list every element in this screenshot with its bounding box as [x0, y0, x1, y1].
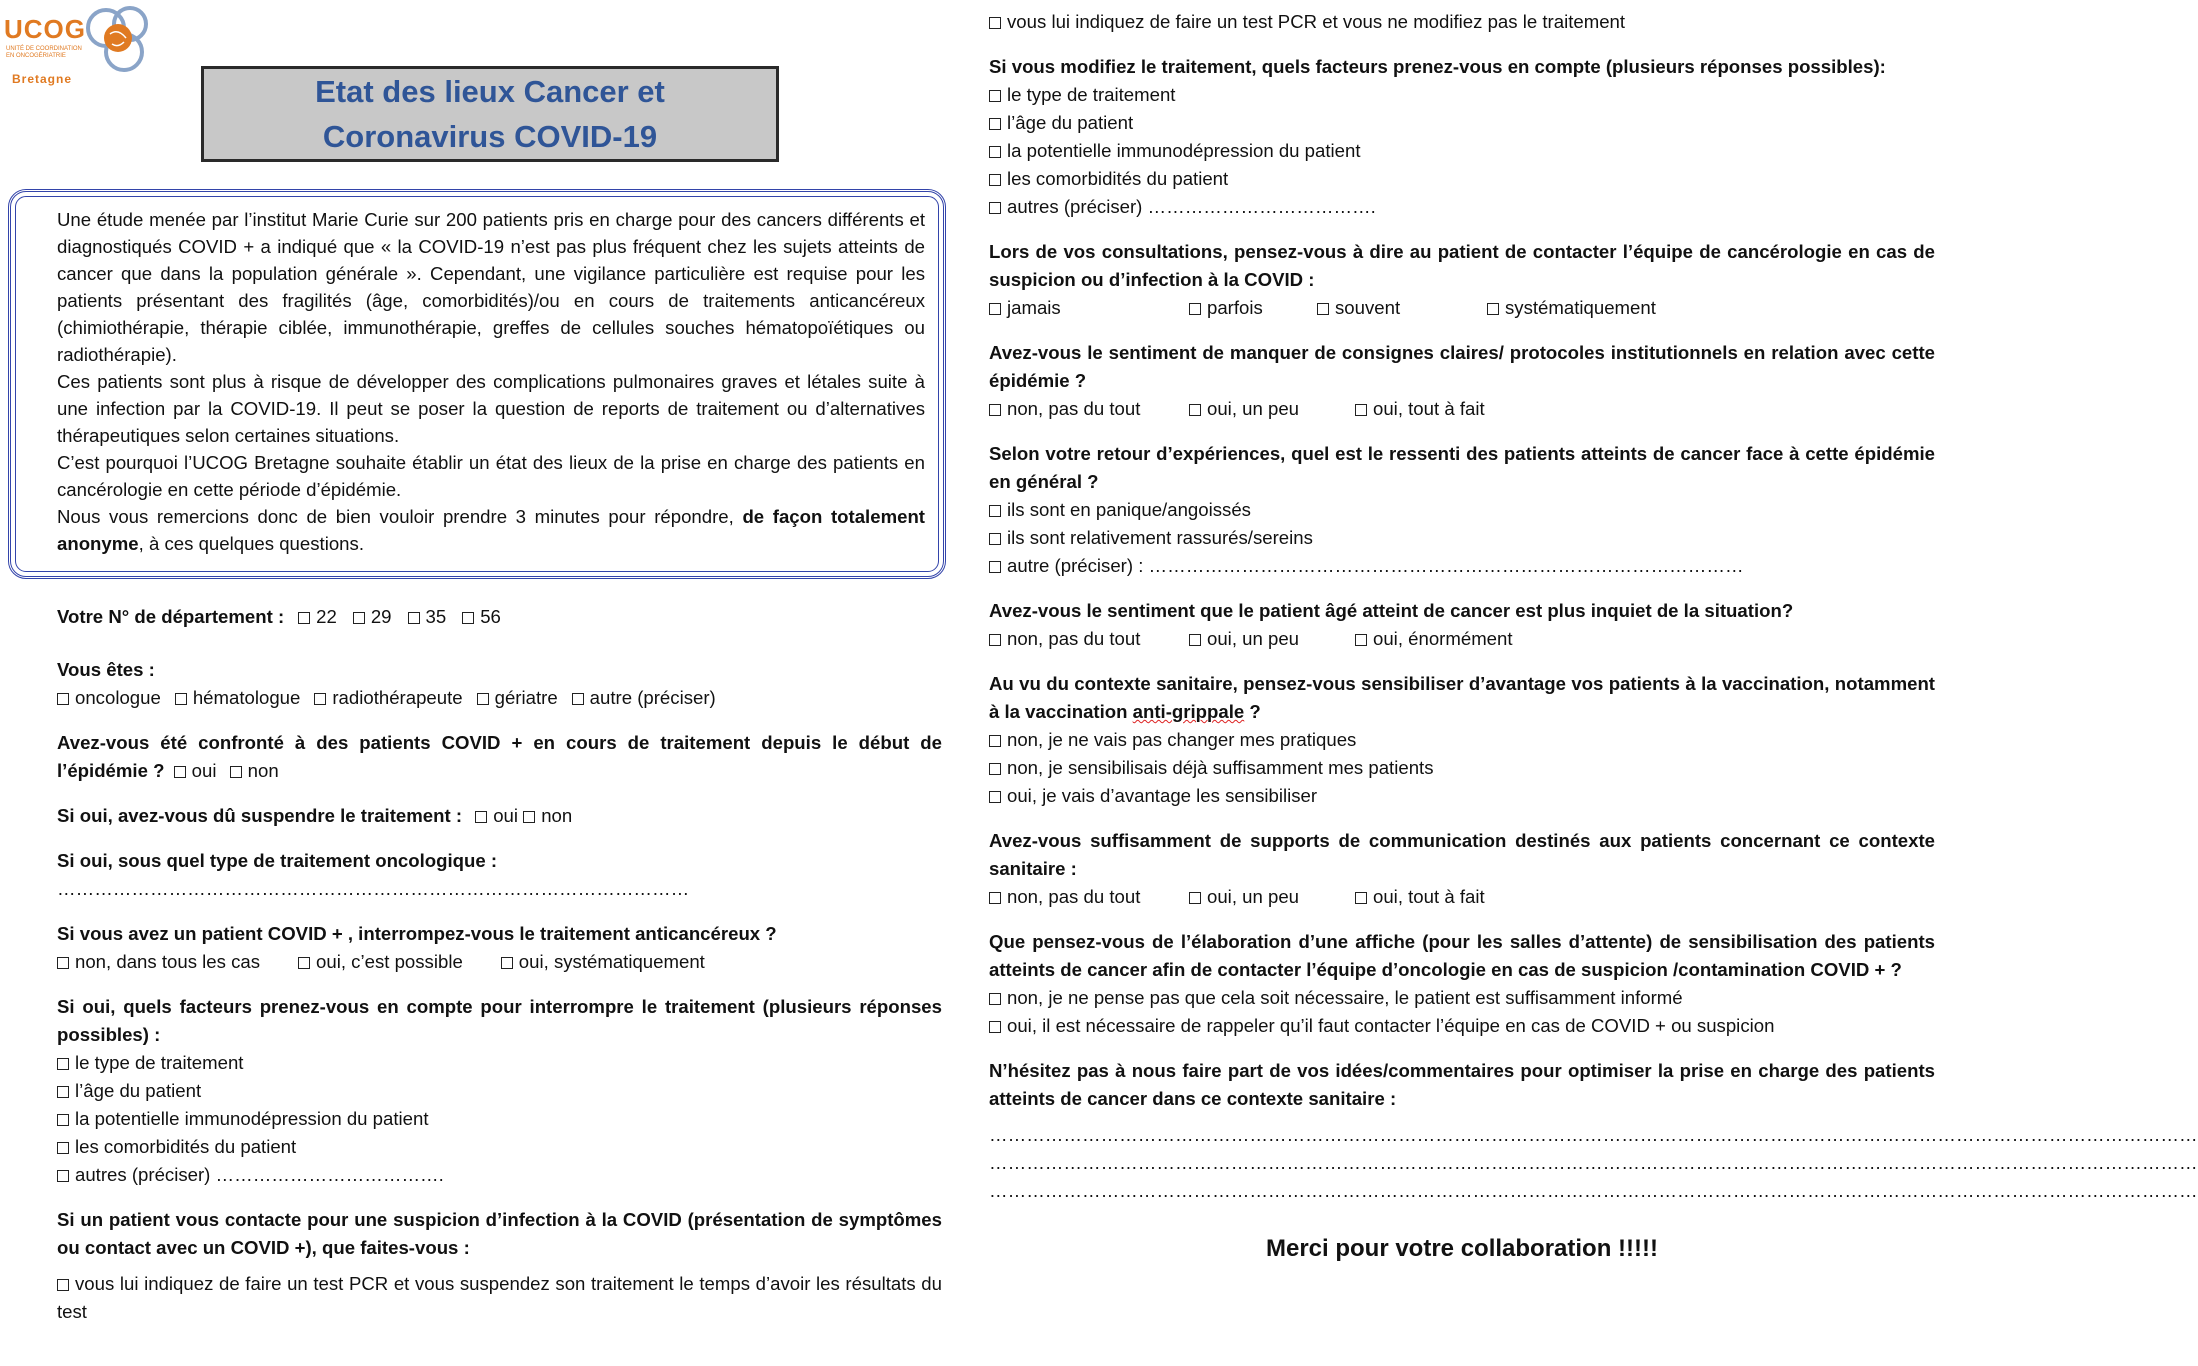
checkbox-icon[interactable]: [989, 118, 1001, 130]
consignes-options: [989, 395, 1935, 423]
logo-subtitle: UNITÉ DE COORDINATION EN ONCOGÉRIATRIE: [6, 46, 82, 59]
supports-option-3[interactable]: oui, tout à fait: [1355, 883, 1485, 911]
consignes-option-3[interactable]: oui, tout à fait: [1355, 395, 1485, 423]
checkbox-icon[interactable]: [1317, 303, 1329, 315]
consult-option-jamais[interactable]: jamais: [989, 294, 1189, 322]
checkbox-icon[interactable]: [57, 1114, 69, 1126]
facteurs-option-5[interactable]: autres (préciser) ……………………………….: [57, 1161, 942, 1189]
checkbox-icon[interactable]: [57, 957, 69, 969]
consult-option-parfois[interactable]: parfois: [1189, 294, 1317, 322]
ressenti-option-3[interactable]: autre (préciser) : ……………………………………………………………………………………: [989, 552, 1935, 580]
ressenti-question: Selon votre retour d’expériences, quel est le ressenti des patients atteints de cancer face à cette épidémie en général ?: [989, 443, 1935, 492]
modif-option-2[interactable]: l’âge du patient: [989, 109, 1935, 137]
title-box: [201, 66, 779, 162]
suspicion-option-2[interactable]: vous lui indiquez de faire un test PCR et vous ne modifiez pas le traitement: [989, 8, 1935, 36]
consignes-option-1[interactable]: non, pas du tout: [989, 395, 1189, 423]
checkbox-icon[interactable]: [501, 957, 513, 969]
suspendre-yes[interactable]: oui: [475, 805, 518, 826]
right-column: [989, 8, 2198, 1263]
option-oncologue[interactable]: oncologue: [57, 684, 161, 712]
supports-question: Avez-vous suffisamment de supports de communication destinés aux patients concernant ce contexte sanitaire :: [989, 830, 1935, 879]
checkbox-icon[interactable]: [1355, 404, 1367, 416]
interrompre-option-1[interactable]: non, dans tous les cas: [57, 948, 260, 976]
checkbox-icon[interactable]: [572, 693, 584, 705]
intro-paragraph-4: [57, 503, 925, 557]
checkbox-icon[interactable]: [57, 1086, 69, 1098]
logo-emblem-icon: [80, 2, 162, 88]
facteurs-option-4[interactable]: les comorbidités du patient: [57, 1133, 942, 1161]
confronte-yes[interactable]: oui: [174, 760, 217, 781]
consult-options: [989, 294, 1935, 322]
modif-option-1[interactable]: le type de traitement: [989, 81, 1935, 109]
facteurs-question: Si oui, quels facteurs prenez-vous en compte pour interrompre le traitement (plusieurs réponses possibles) :: [57, 996, 942, 1045]
checkbox-icon[interactable]: [1189, 892, 1201, 904]
age-option-1[interactable]: non, pas du tout: [989, 625, 1189, 653]
vaccin-option-3[interactable]: oui, je vais d’avantage les sensibiliser: [989, 782, 1935, 810]
consignes-option-2[interactable]: oui, un peu: [1189, 395, 1355, 423]
option-hematologue[interactable]: hématologue: [175, 684, 301, 712]
age-question: Avez-vous le sentiment que le patient âgé atteint de cancer est plus inquiet de la situation?: [989, 600, 1794, 621]
type-traitement-field[interactable]: …………………………………………………………………………………………: [57, 878, 690, 899]
age-option-3[interactable]: oui, énormément: [1355, 625, 1513, 653]
checkbox-icon[interactable]: [57, 693, 69, 705]
checkbox-icon[interactable]: [989, 735, 1001, 747]
facteurs-option-3[interactable]: la potentielle immunodépression du patient: [57, 1105, 942, 1133]
checkbox-icon[interactable]: [989, 892, 1001, 904]
consult-option-systematiquement[interactable]: systématiquement: [1487, 294, 1656, 322]
interrompre-options: [57, 948, 942, 976]
logo-region: Bretagne: [12, 72, 73, 86]
checkbox-icon[interactable]: [989, 1021, 1001, 1033]
checkbox-icon[interactable]: [475, 811, 487, 823]
consult-question: Lors de vos consultations, pensez-vous à dire au patient de contacter l’équipe de cancérologie en cas de suspicion ou d’infection à la COVID :: [989, 241, 1935, 290]
idees-line-2[interactable]: ……………………………………………………………………………………………………………………………………………………………………………: [989, 1152, 2198, 1173]
age-option-2[interactable]: oui, un peu: [1189, 625, 1355, 653]
ressenti-option-2[interactable]: ils sont relativement rassurés/sereins: [989, 524, 1935, 552]
department-question: [57, 603, 942, 631]
checkbox-icon[interactable]: [1189, 303, 1201, 315]
title-line-2: Coronavirus COVID-19: [322, 119, 658, 154]
checkbox-icon[interactable]: [989, 17, 1001, 29]
checkbox-icon[interactable]: [989, 791, 1001, 803]
checkbox-icon[interactable]: [1355, 634, 1367, 646]
dept-option-35[interactable]: 35: [408, 603, 447, 631]
ressenti-option-1[interactable]: ils sont en panique/angoissés: [989, 496, 1935, 524]
intro-p4-start: Nous vous remercions donc de bien vouloir prendre 3 minutes pour répondre,: [57, 506, 743, 527]
option-radiotherapeute[interactable]: radiothérapeute: [314, 684, 462, 712]
checkbox-icon[interactable]: [353, 612, 365, 624]
intro-p4-end: , à ces quelques questions.: [138, 533, 364, 554]
checkbox-icon[interactable]: [57, 1142, 69, 1154]
checkbox-icon[interactable]: [989, 763, 1001, 775]
department-label: Votre N° de département :: [57, 606, 285, 627]
suspendre-question: Si oui, avez-vous dû suspendre le traitement : oui non: [57, 805, 573, 826]
intro-p4-bold: de façon totalement anonyme: [57, 506, 925, 554]
thanks-message: Merci pour votre collaboration !!!!!: [1265, 1235, 1658, 1262]
checkbox-icon[interactable]: [989, 174, 1001, 186]
modif-option-3[interactable]: la potentielle immunodépression du patient: [989, 137, 1935, 165]
interrompre-option-2[interactable]: oui, c’est possible: [298, 948, 463, 976]
type-traitement-question: Si oui, sous quel type de traitement oncologique :: [57, 850, 498, 871]
checkbox-icon[interactable]: [477, 693, 489, 705]
left-column: [57, 603, 942, 1326]
ucog-logo: [2, 2, 162, 88]
page-title: [315, 69, 665, 159]
checkbox-icon[interactable]: [175, 693, 187, 705]
profession-question: Vous êtes :: [57, 659, 155, 680]
checkbox-icon[interactable]: [174, 766, 186, 778]
idees-line-3[interactable]: ……………………………………………………………………………………………………………………………………………………………………………: [989, 1180, 2198, 1201]
checkbox-icon[interactable]: [989, 533, 1001, 545]
logo-name: UCOG: [4, 14, 86, 44]
checkbox-icon[interactable]: [1189, 404, 1201, 416]
checkbox-icon[interactable]: [989, 561, 1001, 573]
spellcheck-underlined-word: anti-grippale: [1132, 701, 1245, 722]
checkbox-icon[interactable]: [989, 993, 1001, 1005]
supports-options: [989, 883, 1935, 911]
idees-question: N’hésitez pas à nous faire part de vos idées/commentaires pour optimiser la prise en charge des patients atteints de cancer dans ce contexte sanitaire :: [989, 1060, 1935, 1109]
checkbox-icon[interactable]: [989, 634, 1001, 646]
facteurs-option-1[interactable]: le type de traitement: [57, 1049, 942, 1077]
affiche-question: Que pensez-vous de l’élaboration d’une affiche (pour les salles d’attente) de sensibilisation des patients atteints de cancer afin de contacter l’équipe d’oncologie en cas de suspicion /contamination COVID + ?: [989, 931, 1935, 980]
suspendre-no[interactable]: non: [523, 805, 572, 826]
vaccin-option-2[interactable]: non, je sensibilisais déjà suffisamment mes patients: [989, 754, 1935, 782]
option-geriatre[interactable]: gériatre: [477, 684, 558, 712]
suspicion-question: Si un patient vous contacte pour une suspicion d’infection à la COVID (présentation de symptômes ou contact avec un COVID +), que faites-vous :: [57, 1209, 942, 1258]
option-autre[interactable]: autre (préciser): [572, 684, 716, 712]
checkbox-icon[interactable]: [1355, 892, 1367, 904]
consignes-question: Avez-vous le sentiment de manquer de consignes claires/ protocoles institutionnels en relation avec cette épidémie ?: [989, 342, 1935, 391]
interrompre-question: Si vous avez un patient COVID + , interrompez-vous le traitement anticancéreux ?: [57, 923, 777, 944]
idees-line-1[interactable]: ……………………………………………………………………………………………………………………………………………………………………………: [989, 1124, 2198, 1145]
checkbox-icon[interactable]: [989, 404, 1001, 416]
interrompre-option-3[interactable]: oui, systématiquement: [501, 948, 705, 976]
profession-options: [57, 684, 942, 712]
checkbox-icon[interactable]: [57, 1279, 69, 1291]
dept-option-29[interactable]: 29: [353, 603, 392, 631]
checkbox-icon[interactable]: [989, 90, 1001, 102]
dept-option-56[interactable]: 56: [462, 603, 501, 631]
suspicion-option-1[interactable]: vous lui indiquez de faire un test PCR et vous suspendez son traitement le temps d’avoir les résultats du test: [57, 1273, 942, 1322]
checkbox-icon[interactable]: [298, 957, 310, 969]
consult-option-souvent[interactable]: souvent: [1317, 294, 1487, 322]
supports-option-1[interactable]: non, pas du tout: [989, 883, 1189, 911]
checkbox-icon[interactable]: [298, 612, 310, 624]
checkbox-icon[interactable]: [523, 811, 535, 823]
vaccin-option-1[interactable]: non, je ne vais pas changer mes pratiques: [989, 726, 1935, 754]
checkbox-icon[interactable]: [989, 202, 1001, 214]
checkbox-icon[interactable]: [1189, 634, 1201, 646]
vaccin-question: Au vu du contexte sanitaire, pensez-vous sensibiliser d’avantage vos patients à la vaccination, notamment à la vaccination anti-grippale ?: [989, 673, 1935, 722]
checkbox-icon[interactable]: [408, 612, 420, 624]
modif-question: Si vous modifiez le traitement, quels facteurs prenez-vous en compte (plusieurs réponses possibles):: [989, 56, 1886, 77]
confronte-question: Avez-vous été confronté à des patients COVID + en cours de traitement depuis le début de l’épidémie ? oui non: [57, 732, 942, 781]
checkbox-icon[interactable]: [230, 766, 242, 778]
intro-text: [57, 206, 925, 557]
modif-option-5[interactable]: autres (préciser) ……………………………….: [989, 193, 1935, 221]
checkbox-icon[interactable]: [57, 1170, 69, 1182]
intro-paragraph-3: C’est pourquoi l’UCOG Bretagne souhaite établir un état des lieux de la prise en charge des patients en cancérologie en cette période d’épidémie.: [57, 452, 925, 500]
checkbox-icon[interactable]: [989, 505, 1001, 517]
confronte-no[interactable]: non: [230, 760, 279, 781]
checkbox-icon[interactable]: [462, 612, 474, 624]
dept-option-22[interactable]: 22: [298, 603, 337, 631]
modif-option-4[interactable]: les comorbidités du patient: [989, 165, 1935, 193]
affiche-option-1[interactable]: non, je ne pense pas que cela soit nécessaire, le patient est suffisamment informé: [989, 984, 1935, 1012]
facteurs-option-2[interactable]: l’âge du patient: [57, 1077, 942, 1105]
checkbox-icon[interactable]: [989, 303, 1001, 315]
intro-paragraph-2: Ces patients sont plus à risque de développer des complications pulmonaires graves et létales suite à une infection par la COVID-19. Il peut se poser la question de reports de traitement ou d’alternatives thérapeutiques selon certaines situations.: [57, 371, 925, 446]
checkbox-icon[interactable]: [314, 693, 326, 705]
title-line-1: Etat des lieux Cancer et: [315, 74, 665, 109]
checkbox-icon[interactable]: [1487, 303, 1499, 315]
checkbox-icon[interactable]: [57, 1058, 69, 1070]
affiche-option-2[interactable]: oui, il est nécessaire de rappeler qu’il faut contacter l’équipe en cas de COVID + ou suspicion: [989, 1012, 1935, 1040]
age-options: [989, 625, 1935, 653]
intro-paragraph-1: Une étude menée par l’institut Marie Curie sur 200 patients pris en charge pour des cancers différents et diagnostiqués COVID + a indiqué que « la COVID-19 n’est pas plus fréquent chez les sujets atteints de cancer que dans la population générale ». Cependant, une vigilance particulière est requise pour les patients présentant des fragilités (âge, comorbidités)/ou en cours de traitements anticancéreux (chimiothérapie, thérapie ciblée, immunothérapie, greffes de cellules souches hématopoïétiques ou radiothérapie).: [57, 209, 925, 365]
checkbox-icon[interactable]: [989, 146, 1001, 158]
supports-option-2[interactable]: oui, un peu: [1189, 883, 1355, 911]
